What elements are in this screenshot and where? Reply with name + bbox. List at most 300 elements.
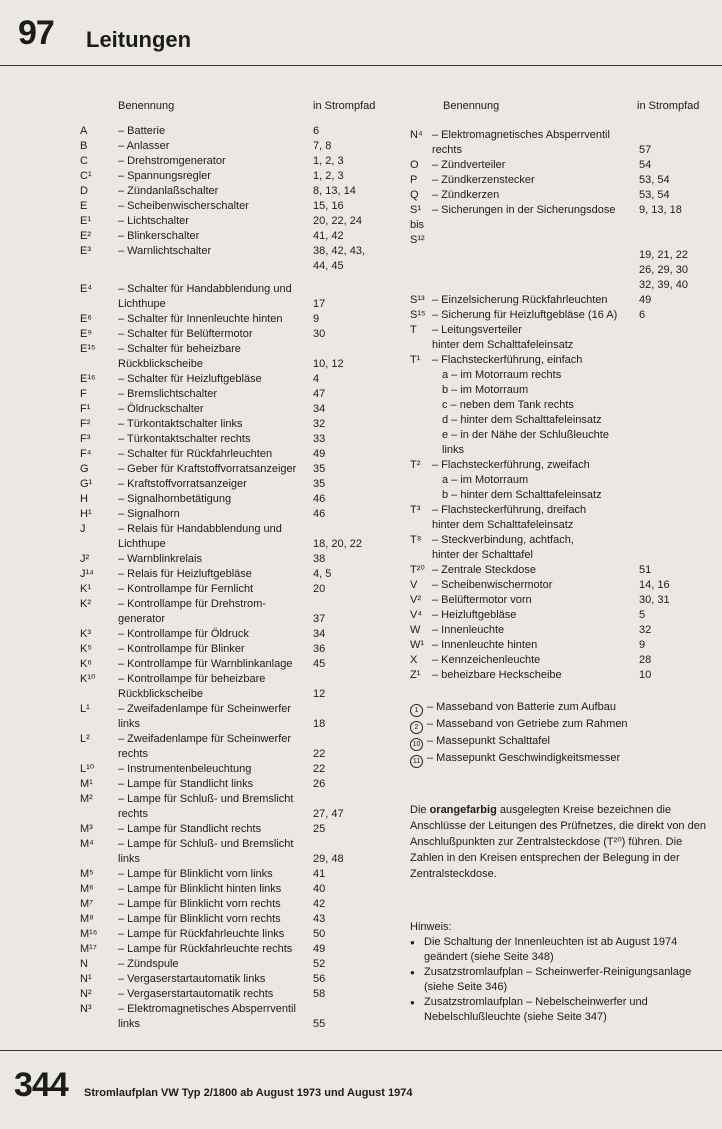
list-item bbox=[410, 173, 722, 188]
sub-item: c – neben dem Tank rechts bbox=[442, 399, 574, 411]
item-strompfad: 9 bbox=[639, 639, 646, 651]
list-item bbox=[80, 184, 390, 199]
list-item-continuation bbox=[410, 278, 722, 293]
item-strompfad: 44, 45 bbox=[313, 260, 344, 272]
item-strompfad: 41 bbox=[313, 868, 326, 880]
list-item bbox=[410, 653, 722, 668]
list-item bbox=[80, 282, 390, 297]
list-item bbox=[80, 462, 390, 477]
hinweis-item-text: Die Schaltung der Innenleuchten ist ab August 1974 geändert (siehe Seite 348) bbox=[424, 936, 678, 963]
item-code: G¹ bbox=[80, 478, 93, 490]
item-description: – Bremslichtschalter bbox=[118, 388, 218, 400]
item-strompfad: 37 bbox=[313, 613, 326, 625]
list-item bbox=[410, 203, 722, 248]
hinweis-item bbox=[410, 965, 710, 995]
list-item bbox=[80, 139, 390, 154]
list-item bbox=[410, 503, 722, 518]
item-strompfad: 25 bbox=[313, 823, 326, 835]
list-item bbox=[80, 432, 390, 447]
item-description: – Zündanlaßschalter bbox=[118, 185, 219, 197]
item-strompfad: 38 bbox=[313, 553, 326, 565]
list-item bbox=[80, 687, 390, 702]
item-description: – Flachsteckerführung, zweifach bbox=[432, 459, 590, 471]
ground-point-text: – Massepunkt Geschwindigkeitsmesser bbox=[427, 752, 621, 764]
item-description: – Instrumentenbeleuchtung bbox=[118, 763, 252, 775]
item-strompfad: 51 bbox=[639, 564, 652, 576]
list-item bbox=[80, 702, 390, 717]
item-description: – Heizluftgebläse bbox=[432, 609, 517, 621]
item-strompfad: 4, 5 bbox=[313, 568, 332, 580]
ground-point-item bbox=[410, 717, 720, 734]
list-item bbox=[410, 188, 722, 203]
item-code: M³ bbox=[80, 823, 93, 835]
item-strompfad: 33 bbox=[313, 433, 326, 445]
ground-point-text: – Masseband von Batterie zum Aufbau bbox=[427, 701, 616, 713]
item-strompfad: 45 bbox=[313, 658, 326, 670]
item-code: F¹ bbox=[80, 403, 91, 415]
ground-point-item bbox=[410, 700, 720, 717]
item-code: M⁶ bbox=[80, 883, 94, 895]
item-description: – Warnlichtschalter bbox=[118, 245, 212, 257]
item-code: B bbox=[80, 140, 88, 152]
item-description: – Kontrollampe für Blinker bbox=[118, 643, 245, 655]
item-description: Rückblickscheibe bbox=[118, 688, 203, 700]
list-item bbox=[80, 214, 390, 229]
item-description: – Lampe für Blinklicht vorn rechts bbox=[118, 913, 281, 925]
item-strompfad: 36 bbox=[313, 643, 326, 655]
item-description: – Schalter für Innenleuchte hinten bbox=[118, 313, 283, 325]
item-description: – Signalhorn bbox=[118, 508, 180, 520]
item-strompfad: 22 bbox=[313, 763, 326, 775]
item-description: – Spannungsregler bbox=[118, 170, 211, 182]
item-strompfad: 18 bbox=[313, 718, 326, 730]
item-description: – Kontrollampe für Öldruck bbox=[118, 628, 249, 640]
item-strompfad: 19, 21, 22 bbox=[639, 249, 688, 261]
list-item bbox=[80, 492, 390, 507]
item-code: K² bbox=[80, 598, 91, 610]
item-description: – Sicherungen in der Sicherungsdose bbox=[432, 204, 616, 216]
item-code: M² bbox=[80, 793, 93, 805]
item-strompfad: 4 bbox=[313, 373, 320, 385]
item-strompfad: 52 bbox=[313, 958, 326, 970]
item-code: H¹ bbox=[80, 508, 92, 520]
item-description: – Relais für Handabblendung und bbox=[118, 523, 282, 535]
item-description: – Flachsteckerführung, einfach bbox=[432, 354, 583, 366]
hinweis-title: Hinweis: bbox=[410, 921, 452, 933]
circled-number: 1 bbox=[410, 704, 423, 717]
list-item bbox=[80, 597, 390, 612]
hinweis-item bbox=[410, 995, 710, 1025]
item-description: – Kontrollampe für Drehstrom- bbox=[118, 598, 266, 610]
item-strompfad: 30 bbox=[313, 328, 326, 340]
list-item bbox=[80, 402, 390, 417]
item-code: K³ bbox=[80, 628, 91, 640]
item-description: – Zündspule bbox=[118, 958, 179, 970]
item-strompfad: 40 bbox=[313, 883, 326, 895]
item-code: T¹ bbox=[410, 354, 421, 366]
item-description: – Scheibenwischermotor bbox=[432, 579, 553, 591]
item-strompfad: 6 bbox=[313, 125, 320, 137]
item-strompfad: 1, 2, 3 bbox=[313, 155, 344, 167]
list-item bbox=[410, 293, 722, 308]
list-item bbox=[80, 327, 390, 342]
list-item bbox=[410, 638, 722, 653]
item-description: – Zweifadenlampe für Scheinwerfer bbox=[118, 733, 292, 745]
item-code: G bbox=[80, 463, 89, 475]
list-item bbox=[80, 732, 390, 747]
list-item bbox=[80, 582, 390, 597]
list-item bbox=[80, 657, 390, 672]
list-item bbox=[80, 342, 390, 357]
item-strompfad: 34 bbox=[313, 403, 326, 415]
sub-item: b – hinter dem Schalttafeleinsatz bbox=[442, 489, 602, 501]
item-strompfad: 18, 20, 22 bbox=[313, 538, 362, 550]
item-code: E¹⁶ bbox=[80, 373, 96, 385]
item-code: W¹ bbox=[410, 639, 425, 651]
list-item bbox=[80, 507, 390, 522]
item-strompfad: 32 bbox=[639, 624, 652, 636]
item-strompfad: 46 bbox=[313, 508, 326, 520]
item-code: J² bbox=[80, 553, 90, 565]
chapter-number: 97 bbox=[18, 14, 54, 52]
list-item bbox=[80, 747, 390, 762]
item-strompfad: 32, 39, 40 bbox=[639, 279, 688, 291]
item-strompfad: 6 bbox=[639, 309, 646, 321]
item-code: E bbox=[80, 200, 88, 212]
list-item bbox=[410, 308, 722, 323]
list-item bbox=[80, 792, 390, 807]
item-description: – Schalter für Belüftermotor bbox=[118, 328, 253, 340]
list-item bbox=[80, 522, 390, 537]
item-code: D bbox=[80, 185, 88, 197]
list-item bbox=[80, 837, 390, 852]
item-description: – Schalter für Rückfahrleuchten bbox=[118, 448, 273, 460]
item-strompfad: 42 bbox=[313, 898, 326, 910]
item-description: – Lampe für Blinklicht vorn rechts bbox=[118, 898, 281, 910]
item-strompfad: 50 bbox=[313, 928, 326, 940]
list-item bbox=[80, 762, 390, 777]
item-strompfad: 20 bbox=[313, 583, 326, 595]
ground-point-item bbox=[410, 734, 720, 751]
item-code: E⁹ bbox=[80, 328, 93, 340]
item-strompfad: 32 bbox=[313, 418, 326, 430]
sub-item: a – im Motorraum bbox=[442, 474, 529, 486]
right-col-benennung-header: Benennung bbox=[443, 100, 500, 112]
item-description: – Lampe für Schluß- und Bremslicht bbox=[118, 838, 294, 850]
item-code: K⁶ bbox=[80, 658, 92, 670]
item-strompfad: 49 bbox=[313, 943, 326, 955]
item-strompfad: 53, 54 bbox=[639, 174, 670, 186]
item-code: L¹ bbox=[80, 703, 90, 715]
item-description: Rückblickscheibe bbox=[118, 358, 203, 370]
list-item bbox=[80, 942, 390, 957]
item-code: O bbox=[410, 159, 419, 171]
item-description: – Lampe für Standlicht rechts bbox=[118, 823, 262, 835]
item-strompfad: 35 bbox=[313, 463, 326, 475]
circled-number: 2 bbox=[410, 721, 423, 734]
item-description: – Zündkerzen bbox=[432, 189, 500, 201]
item-code: L² bbox=[80, 733, 90, 745]
item-strompfad: 12 bbox=[313, 688, 326, 700]
item-code: J bbox=[80, 523, 86, 535]
item-description: – Elektromagnetisches Absperrventil bbox=[432, 129, 610, 141]
item-strompfad: 46 bbox=[313, 493, 326, 505]
item-description: – Zündverteiler bbox=[432, 159, 506, 171]
left-col-strompfad-header: in Strompfad bbox=[313, 100, 376, 112]
list-item bbox=[80, 612, 390, 627]
item-strompfad: 57 bbox=[639, 144, 652, 156]
item-description: – Türkontaktschalter rechts bbox=[118, 433, 251, 445]
list-item bbox=[80, 199, 390, 214]
item-description: – Relais für Heizluftgebläse bbox=[118, 568, 252, 580]
list-item bbox=[80, 627, 390, 642]
item-code: E² bbox=[80, 230, 91, 242]
item-code: T³ bbox=[410, 504, 421, 516]
item-code: F bbox=[80, 388, 87, 400]
item-strompfad: 43 bbox=[313, 913, 326, 925]
hinweis-section bbox=[410, 920, 710, 1025]
item-strompfad: 56 bbox=[313, 973, 326, 985]
item-code: J¹⁴ bbox=[80, 568, 94, 580]
list-item bbox=[410, 518, 722, 533]
list-item bbox=[80, 987, 390, 1002]
item-description: – Belüftermotor vorn bbox=[432, 594, 532, 606]
item-description: – Zentrale Steckdose bbox=[432, 564, 536, 576]
item-strompfad: 38, 42, 43, bbox=[313, 245, 365, 257]
list-item-continuation bbox=[410, 263, 722, 278]
list-item bbox=[410, 143, 722, 158]
item-code: Z¹ bbox=[410, 669, 421, 681]
list-item bbox=[80, 357, 390, 372]
item-description: hinter dem Schalttafeleinsatz bbox=[432, 339, 574, 351]
list-item bbox=[80, 822, 390, 837]
bottom-divider bbox=[0, 1050, 722, 1051]
item-description: – Schalter für beheizbare bbox=[118, 343, 241, 355]
item-description: – Zündkerzenstecker bbox=[432, 174, 535, 186]
item-description: – Kraftstoffvorratsanzeiger bbox=[118, 478, 247, 490]
sub-item: e – in der Nähe der Schlußleuchte bbox=[442, 429, 609, 441]
list-item bbox=[80, 897, 390, 912]
item-code: V bbox=[410, 579, 418, 591]
footer-title: Stromlaufplan VW Typ 2/1800 ab August 1973 und August 1974 bbox=[84, 1087, 413, 1099]
item-description: hinter dem Schalttafeleinsatz bbox=[432, 519, 574, 531]
item-code: S¹³ bbox=[410, 294, 425, 306]
item-description: – Kontrollampe für Warnblinkanlage bbox=[118, 658, 293, 670]
list-item bbox=[80, 552, 390, 567]
item-description: – Sicherung für Heizluftgebläse (16 A) bbox=[432, 309, 618, 321]
item-strompfad: 9, 13, 18 bbox=[639, 204, 682, 216]
item-code: M⁸ bbox=[80, 913, 94, 925]
item-code: P bbox=[410, 174, 418, 186]
left-component-list bbox=[80, 124, 390, 1032]
item-code: H bbox=[80, 493, 88, 505]
item-description: – Lampe für Rückfahrleuchte rechts bbox=[118, 943, 293, 955]
item-code: C¹ bbox=[80, 170, 92, 182]
list-item bbox=[410, 353, 722, 368]
list-item bbox=[80, 477, 390, 492]
item-code: E¹⁵ bbox=[80, 343, 96, 355]
item-strompfad: 41, 42 bbox=[313, 230, 344, 242]
info-paragraph-highlight: orangefarbig bbox=[429, 804, 497, 816]
item-code: M⁵ bbox=[80, 868, 94, 880]
list-item bbox=[410, 578, 722, 593]
info-paragraph-after: ausgelegten Kreise bezeichnen die Anschlüsse der Leitungen des Prüfnetzes, die direkt von den Anschlußpunkten zur Zentralsteckdose (T²⁰) führen. Die Zahlen in den Kreisen entsprechen der Belegung in der Zentralsteckdose. bbox=[410, 804, 706, 880]
item-description: – Türkontaktschalter links bbox=[118, 418, 243, 430]
list-item bbox=[80, 717, 390, 732]
list-item bbox=[80, 972, 390, 987]
item-code: M¹⁷ bbox=[80, 943, 97, 955]
item-description: links bbox=[118, 853, 141, 865]
ground-point-item bbox=[410, 751, 720, 768]
item-code: M⁷ bbox=[80, 898, 94, 910]
list-item bbox=[410, 533, 722, 548]
list-item bbox=[80, 372, 390, 387]
item-code: S¹ bis S¹² bbox=[410, 204, 425, 246]
top-divider bbox=[0, 65, 722, 66]
item-code: W bbox=[410, 624, 421, 636]
item-description: – Zweifadenlampe für Scheinwerfer bbox=[118, 703, 292, 715]
item-code: T bbox=[410, 324, 417, 336]
list-item bbox=[80, 387, 390, 402]
item-description: – Lampe für Standlicht links bbox=[118, 778, 254, 790]
ground-points-list bbox=[410, 700, 720, 768]
item-strompfad: 1, 2, 3 bbox=[313, 170, 344, 182]
item-code: X bbox=[410, 654, 418, 666]
item-strompfad: 10 bbox=[639, 669, 652, 681]
circled-number: 11 bbox=[410, 755, 423, 768]
list-item bbox=[80, 807, 390, 822]
list-item-continuation bbox=[80, 259, 390, 274]
item-strompfad: 8, 13, 14 bbox=[313, 185, 356, 197]
list-item bbox=[80, 867, 390, 882]
item-description: – Leitungsverteiler bbox=[432, 324, 522, 336]
item-strompfad: 15, 16 bbox=[313, 200, 344, 212]
page-header bbox=[18, 14, 718, 64]
list-item bbox=[410, 593, 722, 608]
hinweis-item bbox=[410, 935, 710, 965]
item-description: – Schalter für Heizluftgebläse bbox=[118, 373, 262, 385]
list-item bbox=[80, 927, 390, 942]
item-description: – Elektromagnetisches Absperrventil bbox=[118, 1003, 296, 1015]
item-description: – Warnblinkrelais bbox=[118, 553, 202, 565]
item-strompfad: 7, 8 bbox=[313, 140, 332, 152]
item-strompfad: 9 bbox=[313, 313, 320, 325]
item-code: N³ bbox=[80, 1003, 92, 1015]
ground-point-text: – Massepunkt Schalttafel bbox=[427, 735, 550, 747]
item-code: Q bbox=[410, 189, 419, 201]
item-description: – Innenleuchte bbox=[432, 624, 505, 636]
item-strompfad: 10, 12 bbox=[313, 358, 344, 370]
item-code: C bbox=[80, 155, 88, 167]
item-description: – Lichtschalter bbox=[118, 215, 189, 227]
list-item bbox=[410, 623, 722, 638]
list-item bbox=[80, 957, 390, 972]
item-description: – Lampe für Blinklicht hinten links bbox=[118, 883, 282, 895]
item-description: – Vergaserstartautomatik rechts bbox=[118, 988, 274, 1000]
hinweis-item-text: Zusatzstromlaufplan – Scheinwerfer-Reinigungsanlage (siehe Seite 346) bbox=[424, 966, 692, 993]
item-description: – Steckverbindung, achtfach, bbox=[432, 534, 574, 546]
item-strompfad: 53, 54 bbox=[639, 189, 670, 201]
item-code: V⁴ bbox=[410, 609, 423, 621]
bullet-icon: ● bbox=[410, 938, 415, 947]
item-description: rechts bbox=[118, 748, 148, 760]
info-paragraph bbox=[410, 802, 710, 882]
item-code: T²⁰ bbox=[410, 564, 425, 576]
circled-number: 10 bbox=[410, 738, 423, 751]
right-component-list bbox=[410, 128, 722, 683]
list-item bbox=[80, 882, 390, 897]
item-code: V² bbox=[410, 594, 421, 606]
item-strompfad: 26 bbox=[313, 778, 326, 790]
list-item bbox=[80, 537, 390, 552]
item-strompfad: 47 bbox=[313, 388, 326, 400]
item-code: S¹⁵ bbox=[410, 309, 426, 321]
list-item bbox=[80, 1002, 390, 1017]
item-strompfad: 29, 48 bbox=[313, 853, 344, 865]
item-description: – Schalter für Handabblendung und bbox=[118, 283, 292, 295]
item-description: – Geber für Kraftstoffvorratsanzeiger bbox=[118, 463, 297, 475]
item-description: links bbox=[118, 718, 141, 730]
item-code: E³ bbox=[80, 245, 91, 257]
list-item bbox=[80, 852, 390, 867]
list-item bbox=[80, 154, 390, 169]
list-item bbox=[410, 338, 722, 353]
item-strompfad: 55 bbox=[313, 1018, 326, 1030]
item-description: – Lampe für Blinklicht vorn links bbox=[118, 868, 273, 880]
list-item bbox=[410, 458, 722, 473]
item-description: – Batterie bbox=[118, 125, 166, 137]
item-description: – Kennzeichenleuchte bbox=[432, 654, 541, 666]
item-code: E⁴ bbox=[80, 283, 93, 295]
list-item bbox=[80, 912, 390, 927]
list-item bbox=[410, 128, 722, 143]
item-code: M¹ bbox=[80, 778, 93, 790]
item-description: – Vergaserstartautomatik links bbox=[118, 973, 266, 985]
list-item bbox=[80, 777, 390, 792]
item-strompfad: 54 bbox=[639, 159, 652, 171]
item-code: T² bbox=[410, 459, 421, 471]
item-strompfad: 58 bbox=[313, 988, 326, 1000]
item-code: N bbox=[80, 958, 88, 970]
list-item bbox=[410, 548, 722, 563]
item-code: N¹ bbox=[80, 973, 92, 985]
sub-item: b – im Motorraum bbox=[442, 384, 529, 396]
page-number: 344 bbox=[14, 1066, 68, 1104]
list-item bbox=[80, 297, 390, 312]
item-description: rechts bbox=[118, 808, 148, 820]
list-item bbox=[80, 447, 390, 462]
item-strompfad: 17 bbox=[313, 298, 326, 310]
item-strompfad: 30, 31 bbox=[639, 594, 670, 606]
item-code: F² bbox=[80, 418, 91, 430]
item-strompfad: 49 bbox=[639, 294, 652, 306]
item-strompfad: 28 bbox=[639, 654, 652, 666]
list-item bbox=[410, 668, 722, 683]
item-description: – Scheibenwischerschalter bbox=[118, 200, 249, 212]
item-code: N⁴ bbox=[410, 129, 423, 141]
list-item bbox=[80, 229, 390, 244]
list-item-continuation bbox=[410, 248, 722, 263]
item-code: K¹⁰ bbox=[80, 673, 96, 685]
bullet-icon: ● bbox=[410, 998, 415, 1007]
ground-point-text: – Masseband von Getriebe zum Rahmen bbox=[427, 718, 628, 730]
item-description: – Lampe für Rückfahrleuchte links bbox=[118, 928, 285, 940]
item-code: F³ bbox=[80, 433, 91, 445]
list-item bbox=[80, 1017, 390, 1032]
list-item bbox=[410, 563, 722, 578]
item-description: Lichthupe bbox=[118, 298, 166, 310]
item-strompfad: 14, 16 bbox=[639, 579, 670, 591]
